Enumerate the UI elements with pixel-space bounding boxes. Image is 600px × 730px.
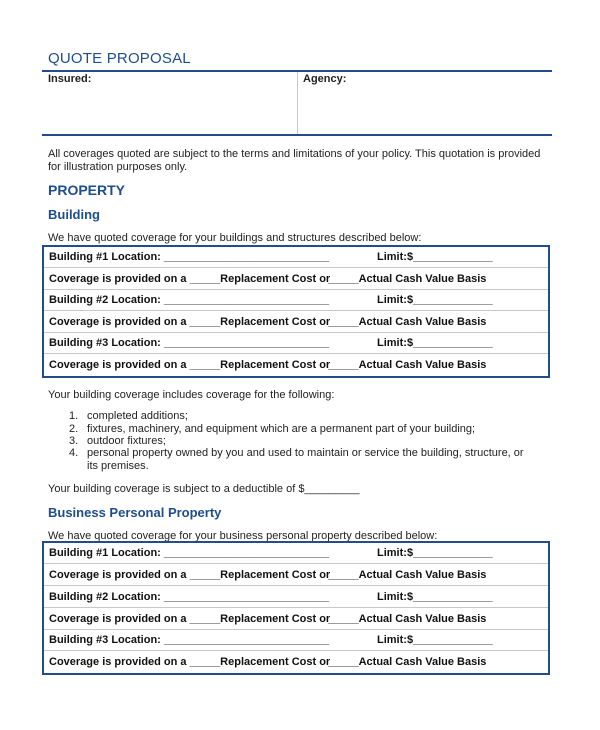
disclaimer-text: All coverages quoted are subject to the terms and limitations of your policy. This quotation is provided for illustration purposes only. xyxy=(48,148,541,173)
coverage-replacement-text: Coverage is provided on a _____Replacement Cost or xyxy=(49,656,331,668)
table-row xyxy=(44,609,548,630)
coverage-acv-text: _____Actual Cash Value Basis xyxy=(328,316,487,328)
coverage-acv-text: _____Actual Cash Value Basis xyxy=(328,359,487,371)
table-row xyxy=(44,312,548,333)
table-row xyxy=(44,652,548,673)
location-field: Building #2 Location: ___________________________ xyxy=(49,294,330,306)
bpp-intro: We have quoted coverage for your business personal property described below: xyxy=(48,530,438,542)
building-coverage-table xyxy=(42,245,550,378)
page-title: QUOTE PROPOSAL xyxy=(48,50,191,67)
coverage-acv-text: _____Actual Cash Value Basis xyxy=(328,613,487,625)
coverage-replacement-text: Coverage is provided on a _____Replacement Cost or xyxy=(49,273,331,285)
limit-field: Limit:$_____________ xyxy=(377,294,493,306)
limit-field: Limit:$_____________ xyxy=(377,547,493,559)
includes-intro: Your building coverage includes coverage for the following: xyxy=(48,389,335,401)
table-row xyxy=(44,355,548,376)
coverage-replacement-text: Coverage is provided on a _____Replacement Cost or xyxy=(49,569,331,581)
coverage-replacement-text: Coverage is provided on a _____Replacement Cost or xyxy=(49,613,331,625)
location-field: Building #2 Location: ___________________________ xyxy=(49,591,330,603)
table-row xyxy=(44,565,548,586)
coverage-acv-text: _____Actual Cash Value Basis xyxy=(328,273,487,285)
bpp-coverage-table xyxy=(42,541,550,675)
location-field: Building #3 Location: ___________________________ xyxy=(49,634,330,646)
limit-field: Limit:$_____________ xyxy=(377,337,493,349)
location-field: Building #1 Location: ___________________________ xyxy=(49,547,330,559)
table-row xyxy=(44,290,548,311)
table-row xyxy=(44,543,548,564)
building-intro: We have quoted coverage for your buildings and structures described below: xyxy=(48,232,422,244)
limit-field: Limit:$_____________ xyxy=(377,591,493,603)
bpp-heading: Business Personal Property xyxy=(48,505,222,520)
agency-label: Agency: xyxy=(303,73,347,85)
location-field: Building #1 Location: ___________________________ xyxy=(49,251,330,263)
limit-field: Limit:$_____________ xyxy=(377,251,493,263)
insured-label: Insured: xyxy=(48,73,92,85)
table-row xyxy=(44,630,548,651)
limit-field: Limit:$_____________ xyxy=(377,634,493,646)
deductible-text: Your building coverage is subject to a deductible of $_________ xyxy=(48,483,360,495)
location-field: Building #3 Location: ___________________________ xyxy=(49,337,330,349)
header-divider xyxy=(297,72,298,134)
coverage-replacement-text: Coverage is provided on a _____Replacement Cost or xyxy=(49,359,331,371)
table-row xyxy=(44,587,548,608)
property-heading: PROPERTY xyxy=(48,182,126,198)
building-heading: Building xyxy=(48,207,100,222)
header-bottom-rule xyxy=(42,134,552,136)
table-row xyxy=(44,269,548,290)
coverage-acv-text: _____Actual Cash Value Basis xyxy=(328,569,487,581)
table-row xyxy=(44,333,548,354)
coverage-acv-text: _____Actual Cash Value Basis xyxy=(328,656,487,668)
table-row xyxy=(44,247,548,268)
coverage-replacement-text: Coverage is provided on a _____Replacement Cost or xyxy=(49,316,331,328)
